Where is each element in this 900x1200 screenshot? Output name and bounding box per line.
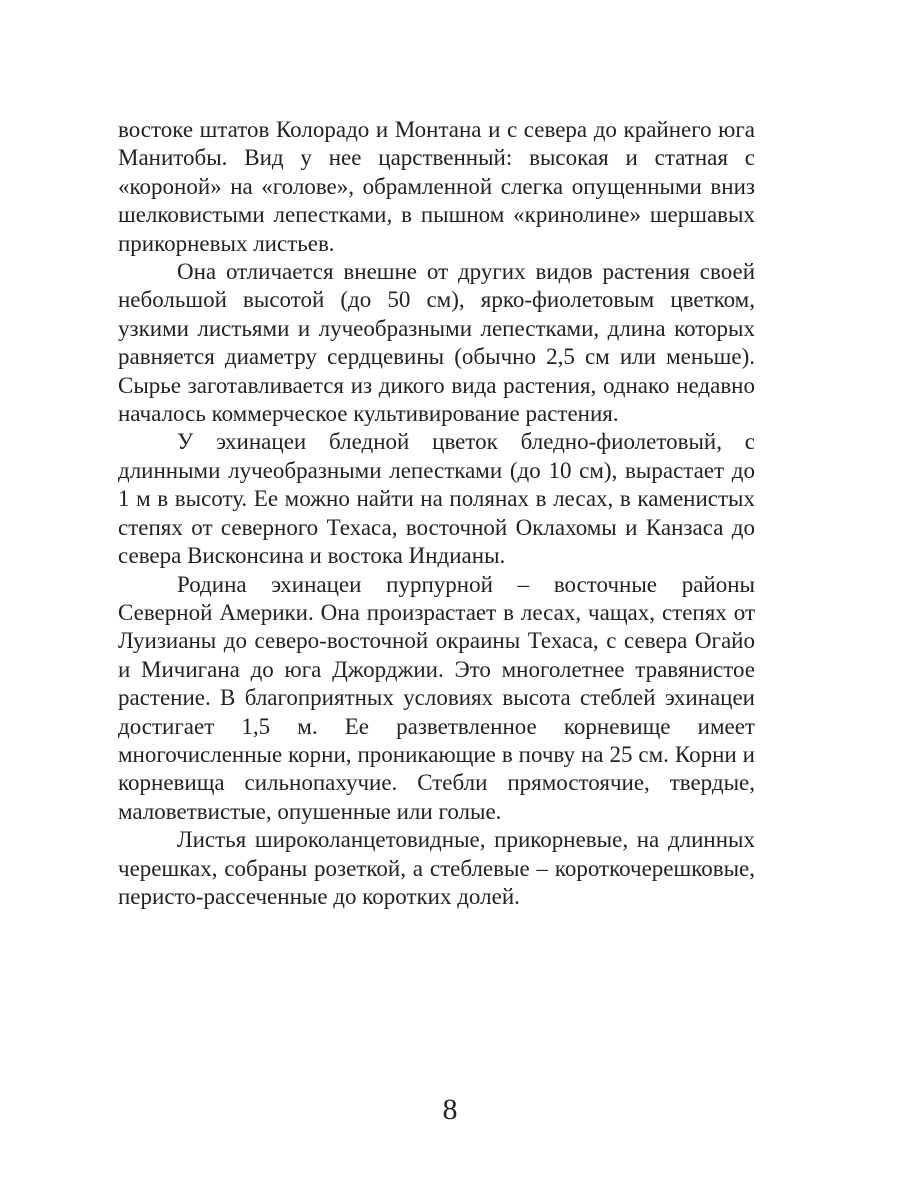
- paragraph-continuation: востоке штатов Колорадо и Монтана и с севера до крайнего юга Манитобы. Вид у нее царственный: высокая и статная с «короной» на «голове», обрамленной слегка опущенными вниз шелковистыми лепестками, в пышном «кринолине» шершавых прикорневых листьев.: [118, 117, 755, 256]
- paragraph-leaves: Листья широколанцетовидные, прикорневые, на длинных черешках, собраны розеткой, а стеблевые – короткочерешковые, перисто-рассеченные до коротких долей.: [118, 827, 755, 909]
- paragraph-small-species: Она отличается внешне от других видов растения своей небольшой высотой (до 50 см), ярко-фиолетовым цветком, узкими листьями и лучеобразными лепестками, длина которых равняется диаметру сердцевины (обычно 2,5 см или меньше). Сырье заготавливается из дикого вида растения, однако недавно началось коммерческое культивирование растения.: [118, 259, 755, 427]
- body-text: [118, 116, 755, 911]
- paragraph-pale-echinacea: У эхинацеи бледной цветок бледно-фиолетовый, с длинными лучеобразными лепестками (до 10 см), вырастает до 1 м в высоту. Ее можно найти на полянах в лесах, в каменистых степях от северного Техаса, восточной Оклахомы и Канзаса до севера Висконсина и востока Индианы.: [118, 429, 755, 569]
- page-number: 8: [442, 1093, 458, 1126]
- paragraph-purple-echinacea: Родина эхинацеи пурпурной – восточные районы Северной Америки. Она произрастает в лесах, чащах, степях от Луизианы до северо-восточной окраины Техаса, с севера Огайо и Мичигана до юга Джорджии. Это многолетнее травянистое растение. В благоприятных условиях высота стеблей эхинацеи достигает 1,5 м. Ее разветвленное корневище имеет многочисленные корни, проникающие в почву на 25 см. Корни и корневища сильнопахучие. Стебли прямостоячие, твердые, маловетвистые, опушенные или голые.: [118, 571, 755, 824]
